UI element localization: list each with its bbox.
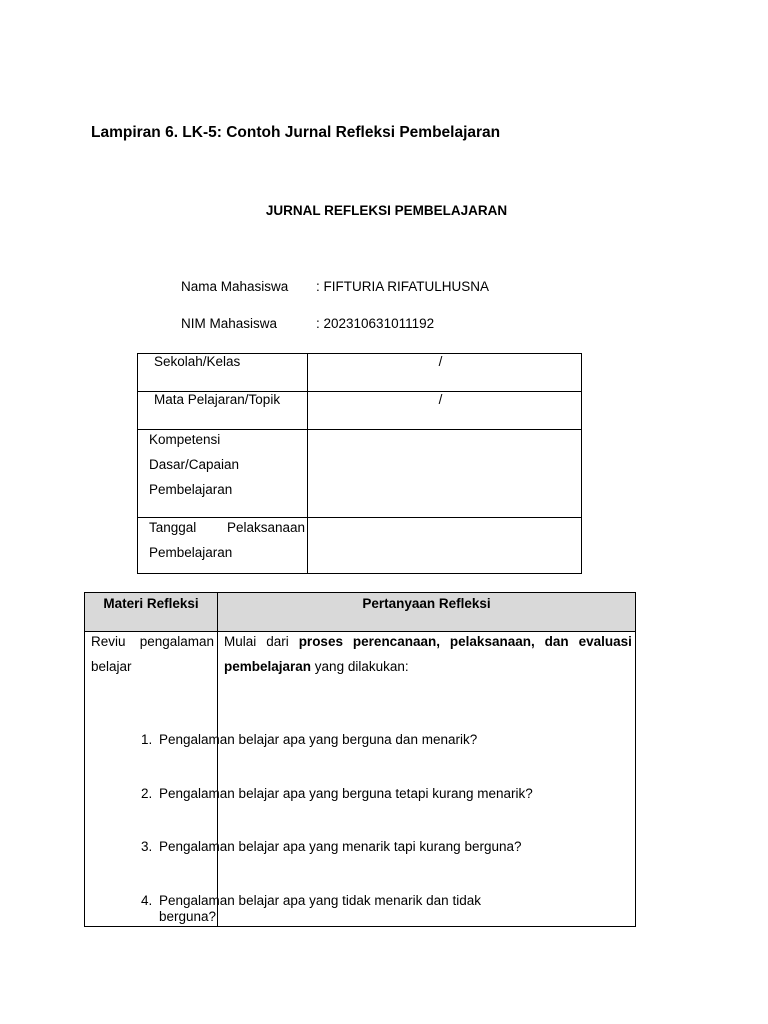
appendix-heading: Lampiran 6. LK-5: Contoh Jurnal Refleksi Pembelajaran — [91, 124, 501, 141]
table-row — [138, 518, 582, 574]
table-row — [138, 430, 582, 518]
school-class-value: / — [308, 354, 582, 392]
student-name-value: : FIFTURIA RIFATULHUSNA — [316, 279, 490, 294]
intro-word: proses — [298, 634, 343, 649]
reflection-question-cell — [218, 632, 636, 927]
subject-topic-label: Mata Pelajaran/Topik — [138, 392, 308, 430]
competency-label: Kompetensi Dasar/Capaian Pembelajaran — [138, 430, 308, 518]
intro-word: Mulai — [224, 634, 257, 649]
question-item: 1. Pengalaman belajar apa yang berguna dan menarik? — [141, 732, 478, 747]
implementation-date-value — [308, 518, 582, 574]
intro-word: evaluasi — [578, 634, 632, 649]
reflection-intro: Mulai dari proses perencanaan, pelaksanaan, dan evaluasi pembelajaran yang dilakukan: — [224, 629, 632, 679]
info-table — [137, 353, 582, 574]
question-item: 3. Pengalaman belajar apa yang menarik tapi kurang berguna? — [141, 839, 522, 854]
table-row — [138, 392, 582, 430]
table-row — [138, 354, 582, 392]
implementation-date-label: Tanggal Pelaksanaan Pembelajaran — [138, 518, 308, 574]
competency-value — [308, 430, 582, 518]
reflection-table — [84, 592, 636, 927]
question-item: 4. Pengalaman belajar apa yang tidak menarik dan tidak berguna? — [141, 893, 481, 924]
reflection-material-header: Materi Refleksi — [85, 593, 218, 632]
school-class-label: Sekolah/Kelas — [138, 354, 308, 392]
intro-word: pelaksanaan, — [449, 634, 535, 649]
subject-topic-value: / — [308, 392, 582, 430]
reflection-material-cell: Reviu pengalaman belajar — [85, 632, 218, 927]
student-id-label: NIM Mahasiswa — [181, 316, 278, 331]
student-name-label: Nama Mahasiswa — [181, 279, 289, 294]
journal-title: JURNAL REFLEKSI PEMBELAJARAN — [265, 203, 508, 218]
intro-word: dan — [544, 634, 569, 649]
reflection-question-header: Pertanyaan Refleksi — [218, 593, 636, 632]
intro-word: dari — [266, 634, 289, 649]
student-id-value: : 202310631011192 — [316, 316, 435, 331]
table-row — [85, 632, 636, 927]
table-header-row — [85, 593, 636, 632]
intro-word: perencanaan, — [352, 634, 440, 649]
question-item: 2. Pengalaman belajar apa yang berguna tetapi kurang menarik? — [141, 786, 533, 801]
